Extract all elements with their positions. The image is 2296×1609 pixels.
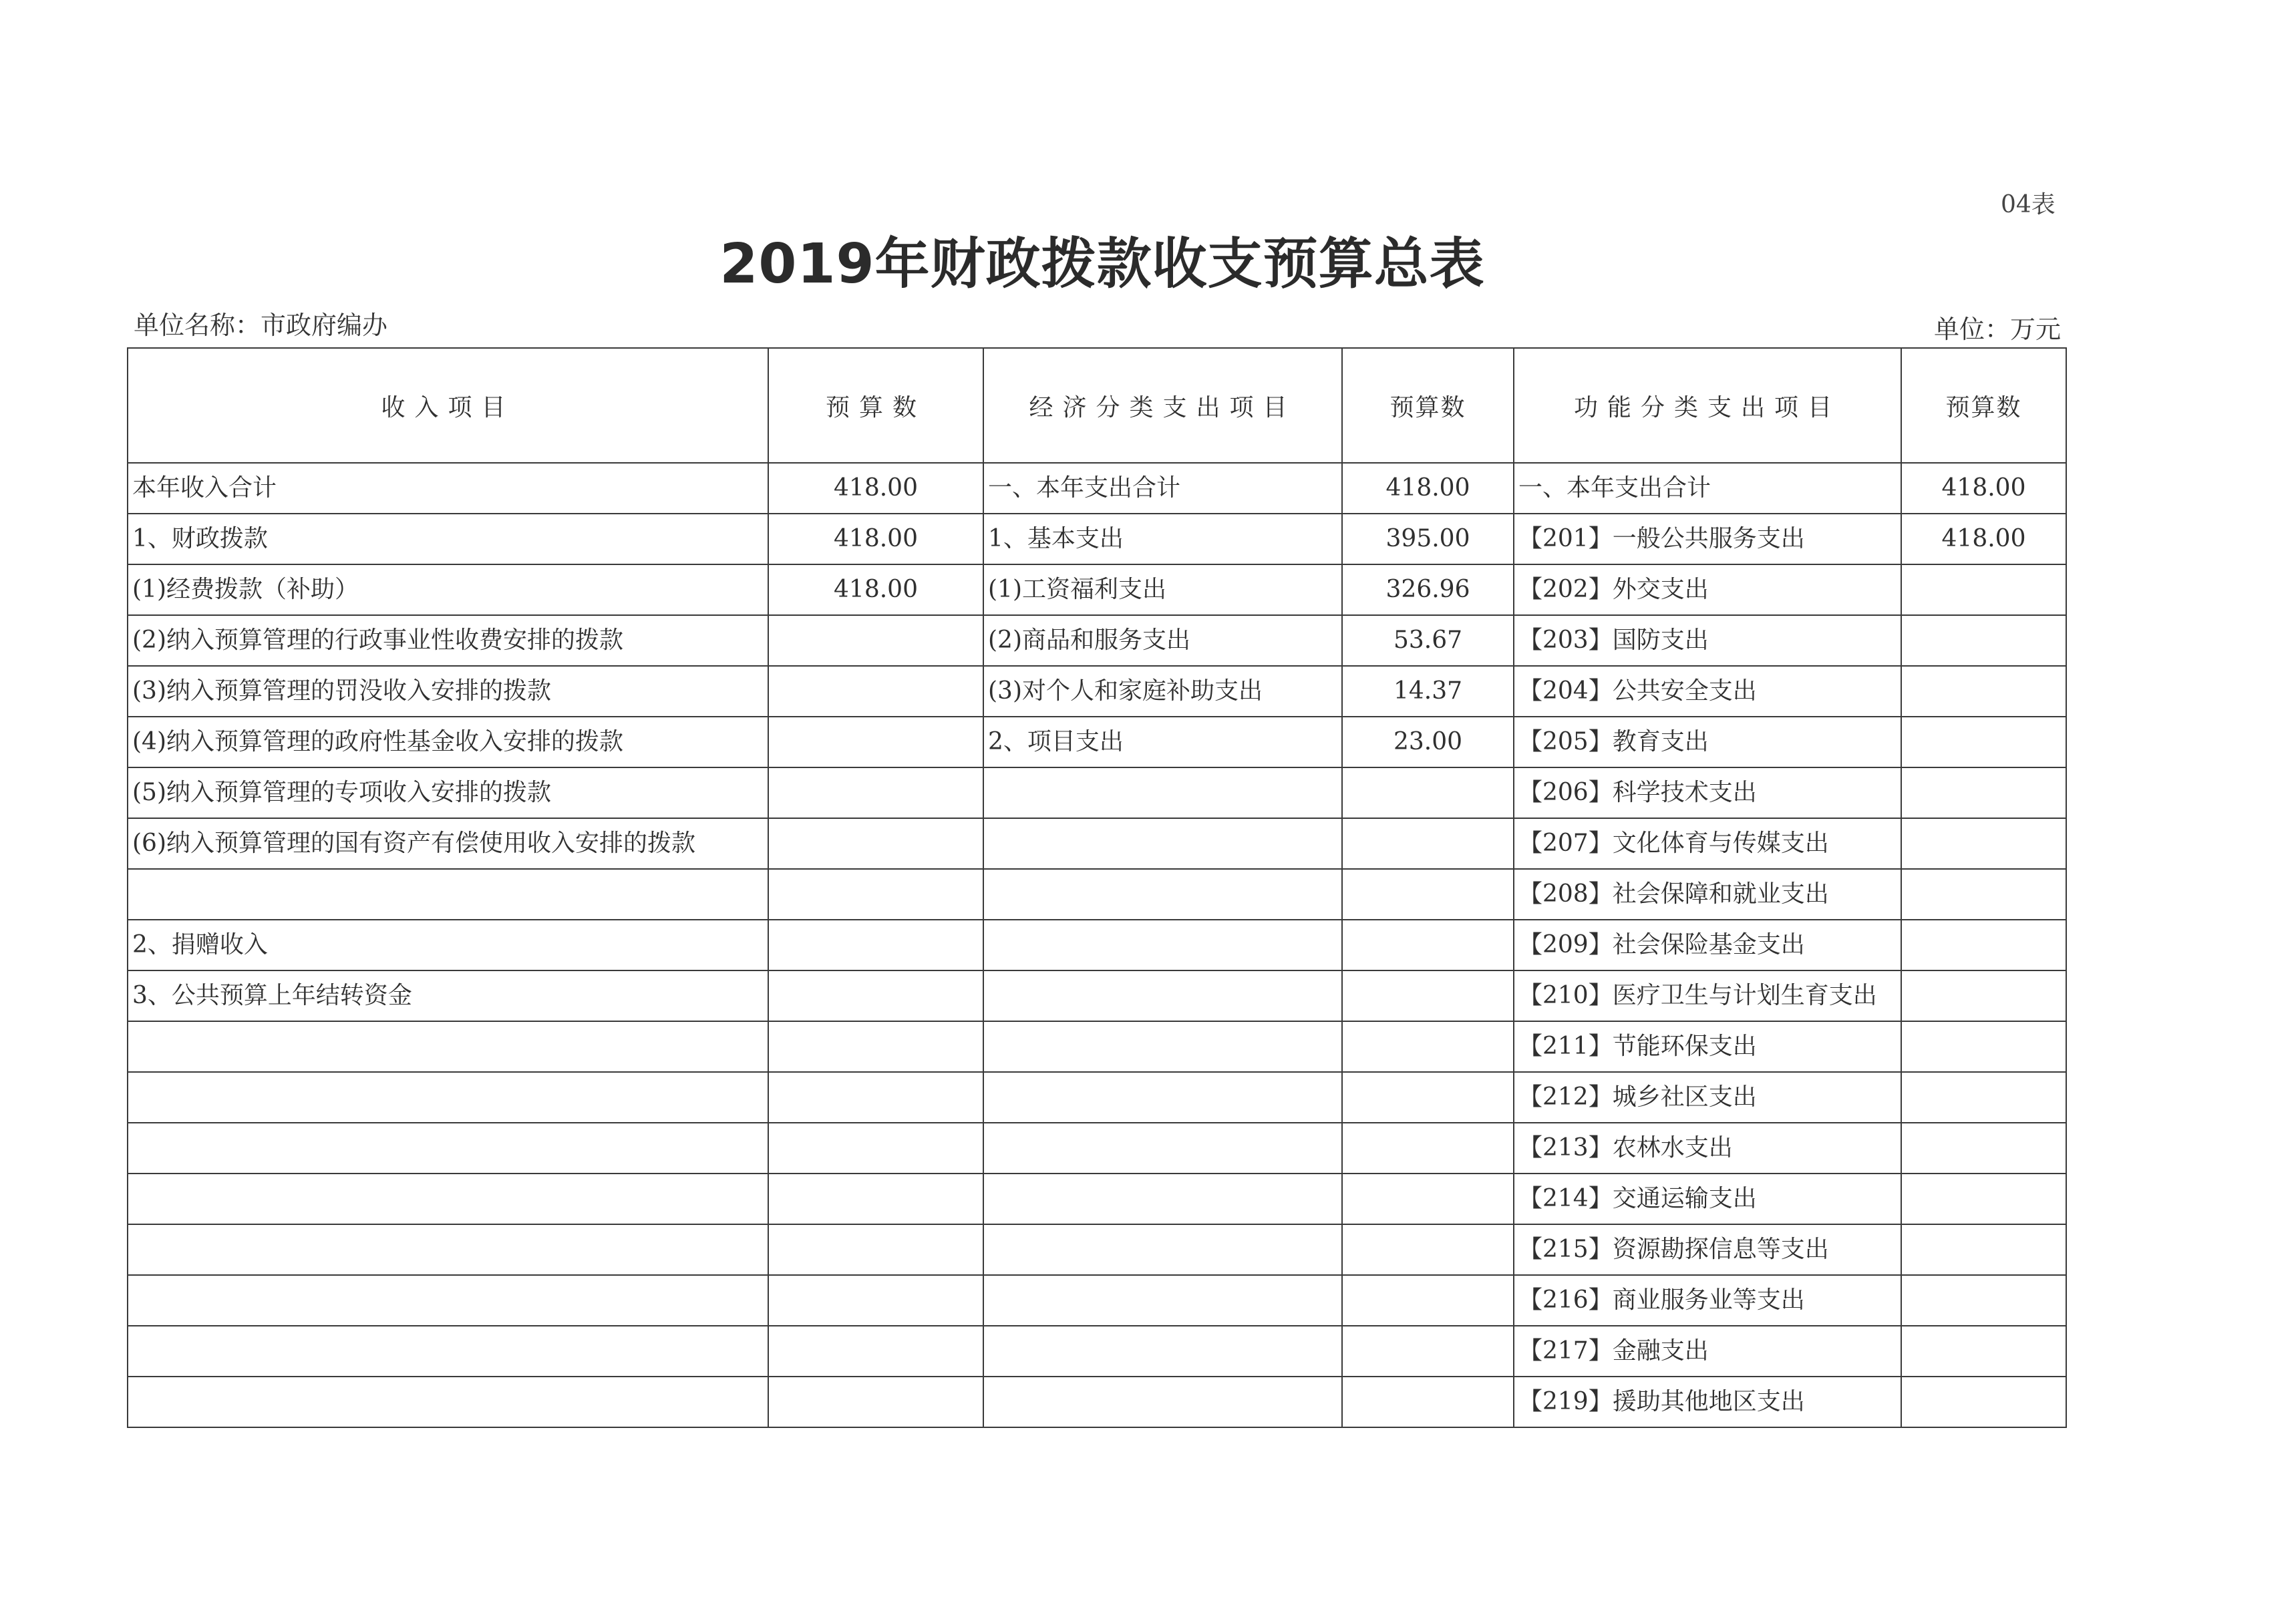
form-number: 04表 xyxy=(2001,191,2056,218)
func-amount-cell xyxy=(1901,564,2066,615)
income-amount-cell xyxy=(768,666,983,717)
header-income-item: 收入项目 xyxy=(128,348,768,463)
income-amount-cell xyxy=(768,1123,983,1174)
func-item-cell: 【211】节能环保支出 xyxy=(1514,1021,1901,1072)
table-row xyxy=(128,767,2066,818)
table-header xyxy=(128,348,2066,463)
income-item-cell: 3、公共预算上年结转资金 xyxy=(128,970,768,1021)
econ-amount-cell xyxy=(1342,1072,1514,1123)
income-item-cell: 2、捐赠收入 xyxy=(128,920,768,970)
func-item-cell: 【208】社会保障和就业支出 xyxy=(1514,869,1901,920)
table-row xyxy=(128,514,2066,564)
econ-item-cell xyxy=(983,1224,1342,1275)
income-amount-cell xyxy=(768,869,983,920)
econ-item-cell xyxy=(983,920,1342,970)
table-row xyxy=(128,463,2066,514)
func-item-cell: 【202】外交支出 xyxy=(1514,564,1901,615)
econ-item-cell xyxy=(983,869,1342,920)
econ-item-cell xyxy=(983,1326,1342,1377)
econ-amount-cell xyxy=(1342,1021,1514,1072)
table-row xyxy=(128,818,2066,869)
econ-item-cell xyxy=(983,1377,1342,1427)
func-amount-cell xyxy=(1901,1123,2066,1174)
header-income-amount: 预算数 xyxy=(768,348,983,463)
func-item-cell: 【212】城乡社区支出 xyxy=(1514,1072,1901,1123)
income-item-cell xyxy=(128,1174,768,1224)
func-amount-cell xyxy=(1901,1072,2066,1123)
func-amount-cell xyxy=(1901,1275,2066,1326)
income-item-cell xyxy=(128,1275,768,1326)
econ-amount-cell xyxy=(1342,1123,1514,1174)
func-amount-cell xyxy=(1901,970,2066,1021)
econ-amount-cell xyxy=(1342,1174,1514,1224)
func-item-cell: 【210】医疗卫生与计划生育支出 xyxy=(1514,970,1901,1021)
econ-item-cell xyxy=(983,1275,1342,1326)
table-body xyxy=(128,463,2066,1427)
econ-amount-cell xyxy=(1342,1275,1514,1326)
table-row xyxy=(128,717,2066,767)
income-amount-cell xyxy=(768,615,983,666)
econ-item-cell: (2)商品和服务支出 xyxy=(983,615,1342,666)
func-amount-cell xyxy=(1901,869,2066,920)
func-item-cell: 【207】文化体育与传媒支出 xyxy=(1514,818,1901,869)
income-item-cell xyxy=(128,869,768,920)
func-amount-cell xyxy=(1901,615,2066,666)
econ-item-cell xyxy=(983,1123,1342,1174)
econ-item-cell xyxy=(983,767,1342,818)
income-item-cell xyxy=(128,1072,768,1123)
income-item-cell xyxy=(128,1224,768,1275)
income-amount-cell xyxy=(768,1174,983,1224)
func-amount-cell xyxy=(1901,1377,2066,1427)
income-amount-cell xyxy=(768,970,983,1021)
func-item-cell: 【217】金融支出 xyxy=(1514,1326,1901,1377)
econ-item-cell: (3)对个人和家庭补助支出 xyxy=(983,666,1342,717)
func-amount-cell xyxy=(1901,818,2066,869)
func-amount-cell xyxy=(1901,717,2066,767)
income-item-cell xyxy=(128,1377,768,1427)
func-amount-cell: 418.00 xyxy=(1901,463,2066,514)
func-amount-cell xyxy=(1901,1224,2066,1275)
income-amount-cell: 418.00 xyxy=(768,463,983,514)
unit-name-label: 单位名称：市政府编办 xyxy=(134,311,388,340)
econ-item-cell xyxy=(983,1174,1342,1224)
econ-amount-cell xyxy=(1342,920,1514,970)
func-amount-cell xyxy=(1901,666,2066,717)
income-item-cell: (3)纳入预算管理的罚没收入安排的拨款 xyxy=(128,666,768,717)
income-amount-cell xyxy=(768,767,983,818)
func-amount-cell xyxy=(1901,920,2066,970)
income-item-cell: 本年收入合计 xyxy=(128,463,768,514)
econ-amount-cell: 395.00 xyxy=(1342,514,1514,564)
table-row xyxy=(128,615,2066,666)
func-item-cell: 【216】商业服务业等支出 xyxy=(1514,1275,1901,1326)
table-row xyxy=(128,920,2066,970)
income-item-cell: 1、财政拨款 xyxy=(128,514,768,564)
income-amount-cell xyxy=(768,1377,983,1427)
budget-table xyxy=(127,347,2067,1428)
table-row xyxy=(128,970,2066,1021)
func-item-cell: 【206】科学技术支出 xyxy=(1514,767,1901,818)
header-func-amount: 预算数 xyxy=(1901,348,2066,463)
func-item-cell: 【205】教育支出 xyxy=(1514,717,1901,767)
income-item-cell: (6)纳入预算管理的国有资产有偿使用收入安排的拨款 xyxy=(128,818,768,869)
econ-amount-cell xyxy=(1342,869,1514,920)
econ-amount-cell xyxy=(1342,970,1514,1021)
table-row xyxy=(128,1174,2066,1224)
income-amount-cell xyxy=(768,1326,983,1377)
table-row xyxy=(128,1275,2066,1326)
table-row xyxy=(128,1021,2066,1072)
table-row xyxy=(128,1326,2066,1377)
econ-amount-cell xyxy=(1342,818,1514,869)
econ-item-cell xyxy=(983,1072,1342,1123)
table-row xyxy=(128,1224,2066,1275)
func-item-cell: 一、本年支出合计 xyxy=(1514,463,1901,514)
econ-item-cell: 一、本年支出合计 xyxy=(983,463,1342,514)
income-amount-cell xyxy=(768,920,983,970)
income-item-cell: (2)纳入预算管理的行政事业性收费安排的拨款 xyxy=(128,615,768,666)
header-econ-amount: 预算数 xyxy=(1342,348,1514,463)
econ-item-cell: 1、基本支出 xyxy=(983,514,1342,564)
func-item-cell: 【209】社会保险基金支出 xyxy=(1514,920,1901,970)
income-amount-cell: 418.00 xyxy=(768,514,983,564)
income-amount-cell: 418.00 xyxy=(768,564,983,615)
income-amount-cell xyxy=(768,1224,983,1275)
income-item-cell: (5)纳入预算管理的专项收入安排的拨款 xyxy=(128,767,768,818)
table-row xyxy=(128,666,2066,717)
func-item-cell: 【219】援助其他地区支出 xyxy=(1514,1377,1901,1427)
func-item-cell: 【201】一般公共服务支出 xyxy=(1514,514,1901,564)
income-amount-cell xyxy=(768,818,983,869)
econ-amount-cell: 53.67 xyxy=(1342,615,1514,666)
income-item-cell xyxy=(128,1021,768,1072)
func-item-cell: 【214】交通运输支出 xyxy=(1514,1174,1901,1224)
econ-item-cell xyxy=(983,818,1342,869)
income-item-cell xyxy=(128,1123,768,1174)
econ-item-cell: (1)工资福利支出 xyxy=(983,564,1342,615)
func-item-cell: 【213】农林水支出 xyxy=(1514,1123,1901,1174)
econ-item-cell xyxy=(983,1021,1342,1072)
econ-item-cell xyxy=(983,970,1342,1021)
econ-amount-cell: 326.96 xyxy=(1342,564,1514,615)
page-title: 2019年财政拨款收支预算总表 xyxy=(719,232,1485,296)
func-amount-cell: 418.00 xyxy=(1901,514,2066,564)
func-item-cell: 【203】国防支出 xyxy=(1514,615,1901,666)
header-func-item: 功能分类支出项目 xyxy=(1514,348,1901,463)
econ-amount-cell: 23.00 xyxy=(1342,717,1514,767)
header-econ-item: 经济分类支出项目 xyxy=(983,348,1342,463)
func-amount-cell xyxy=(1901,1174,2066,1224)
income-item-cell xyxy=(128,1326,768,1377)
func-item-cell: 【204】公共安全支出 xyxy=(1514,666,1901,717)
func-item-cell: 【215】资源勘探信息等支出 xyxy=(1514,1224,1901,1275)
table-row xyxy=(128,1377,2066,1427)
econ-amount-cell: 14.37 xyxy=(1342,666,1514,717)
table-row xyxy=(128,869,2066,920)
econ-amount-cell xyxy=(1342,1326,1514,1377)
income-amount-cell xyxy=(768,1021,983,1072)
econ-amount-cell xyxy=(1342,767,1514,818)
income-item-cell: (1)经费拨款（补助） xyxy=(128,564,768,615)
table-row xyxy=(128,1072,2066,1123)
table-row xyxy=(128,1123,2066,1174)
func-amount-cell xyxy=(1901,1326,2066,1377)
income-item-cell: (4)纳入预算管理的政府性基金收入安排的拨款 xyxy=(128,717,768,767)
func-amount-cell xyxy=(1901,767,2066,818)
income-amount-cell xyxy=(768,1275,983,1326)
econ-item-cell: 2、项目支出 xyxy=(983,717,1342,767)
func-amount-cell xyxy=(1901,1021,2066,1072)
income-amount-cell xyxy=(768,717,983,767)
econ-amount-cell: 418.00 xyxy=(1342,463,1514,514)
currency-unit-label: 单位：万元 xyxy=(1934,315,2062,344)
econ-amount-cell xyxy=(1342,1377,1514,1427)
table-row xyxy=(128,564,2066,615)
income-amount-cell xyxy=(768,1072,983,1123)
econ-amount-cell xyxy=(1342,1224,1514,1275)
